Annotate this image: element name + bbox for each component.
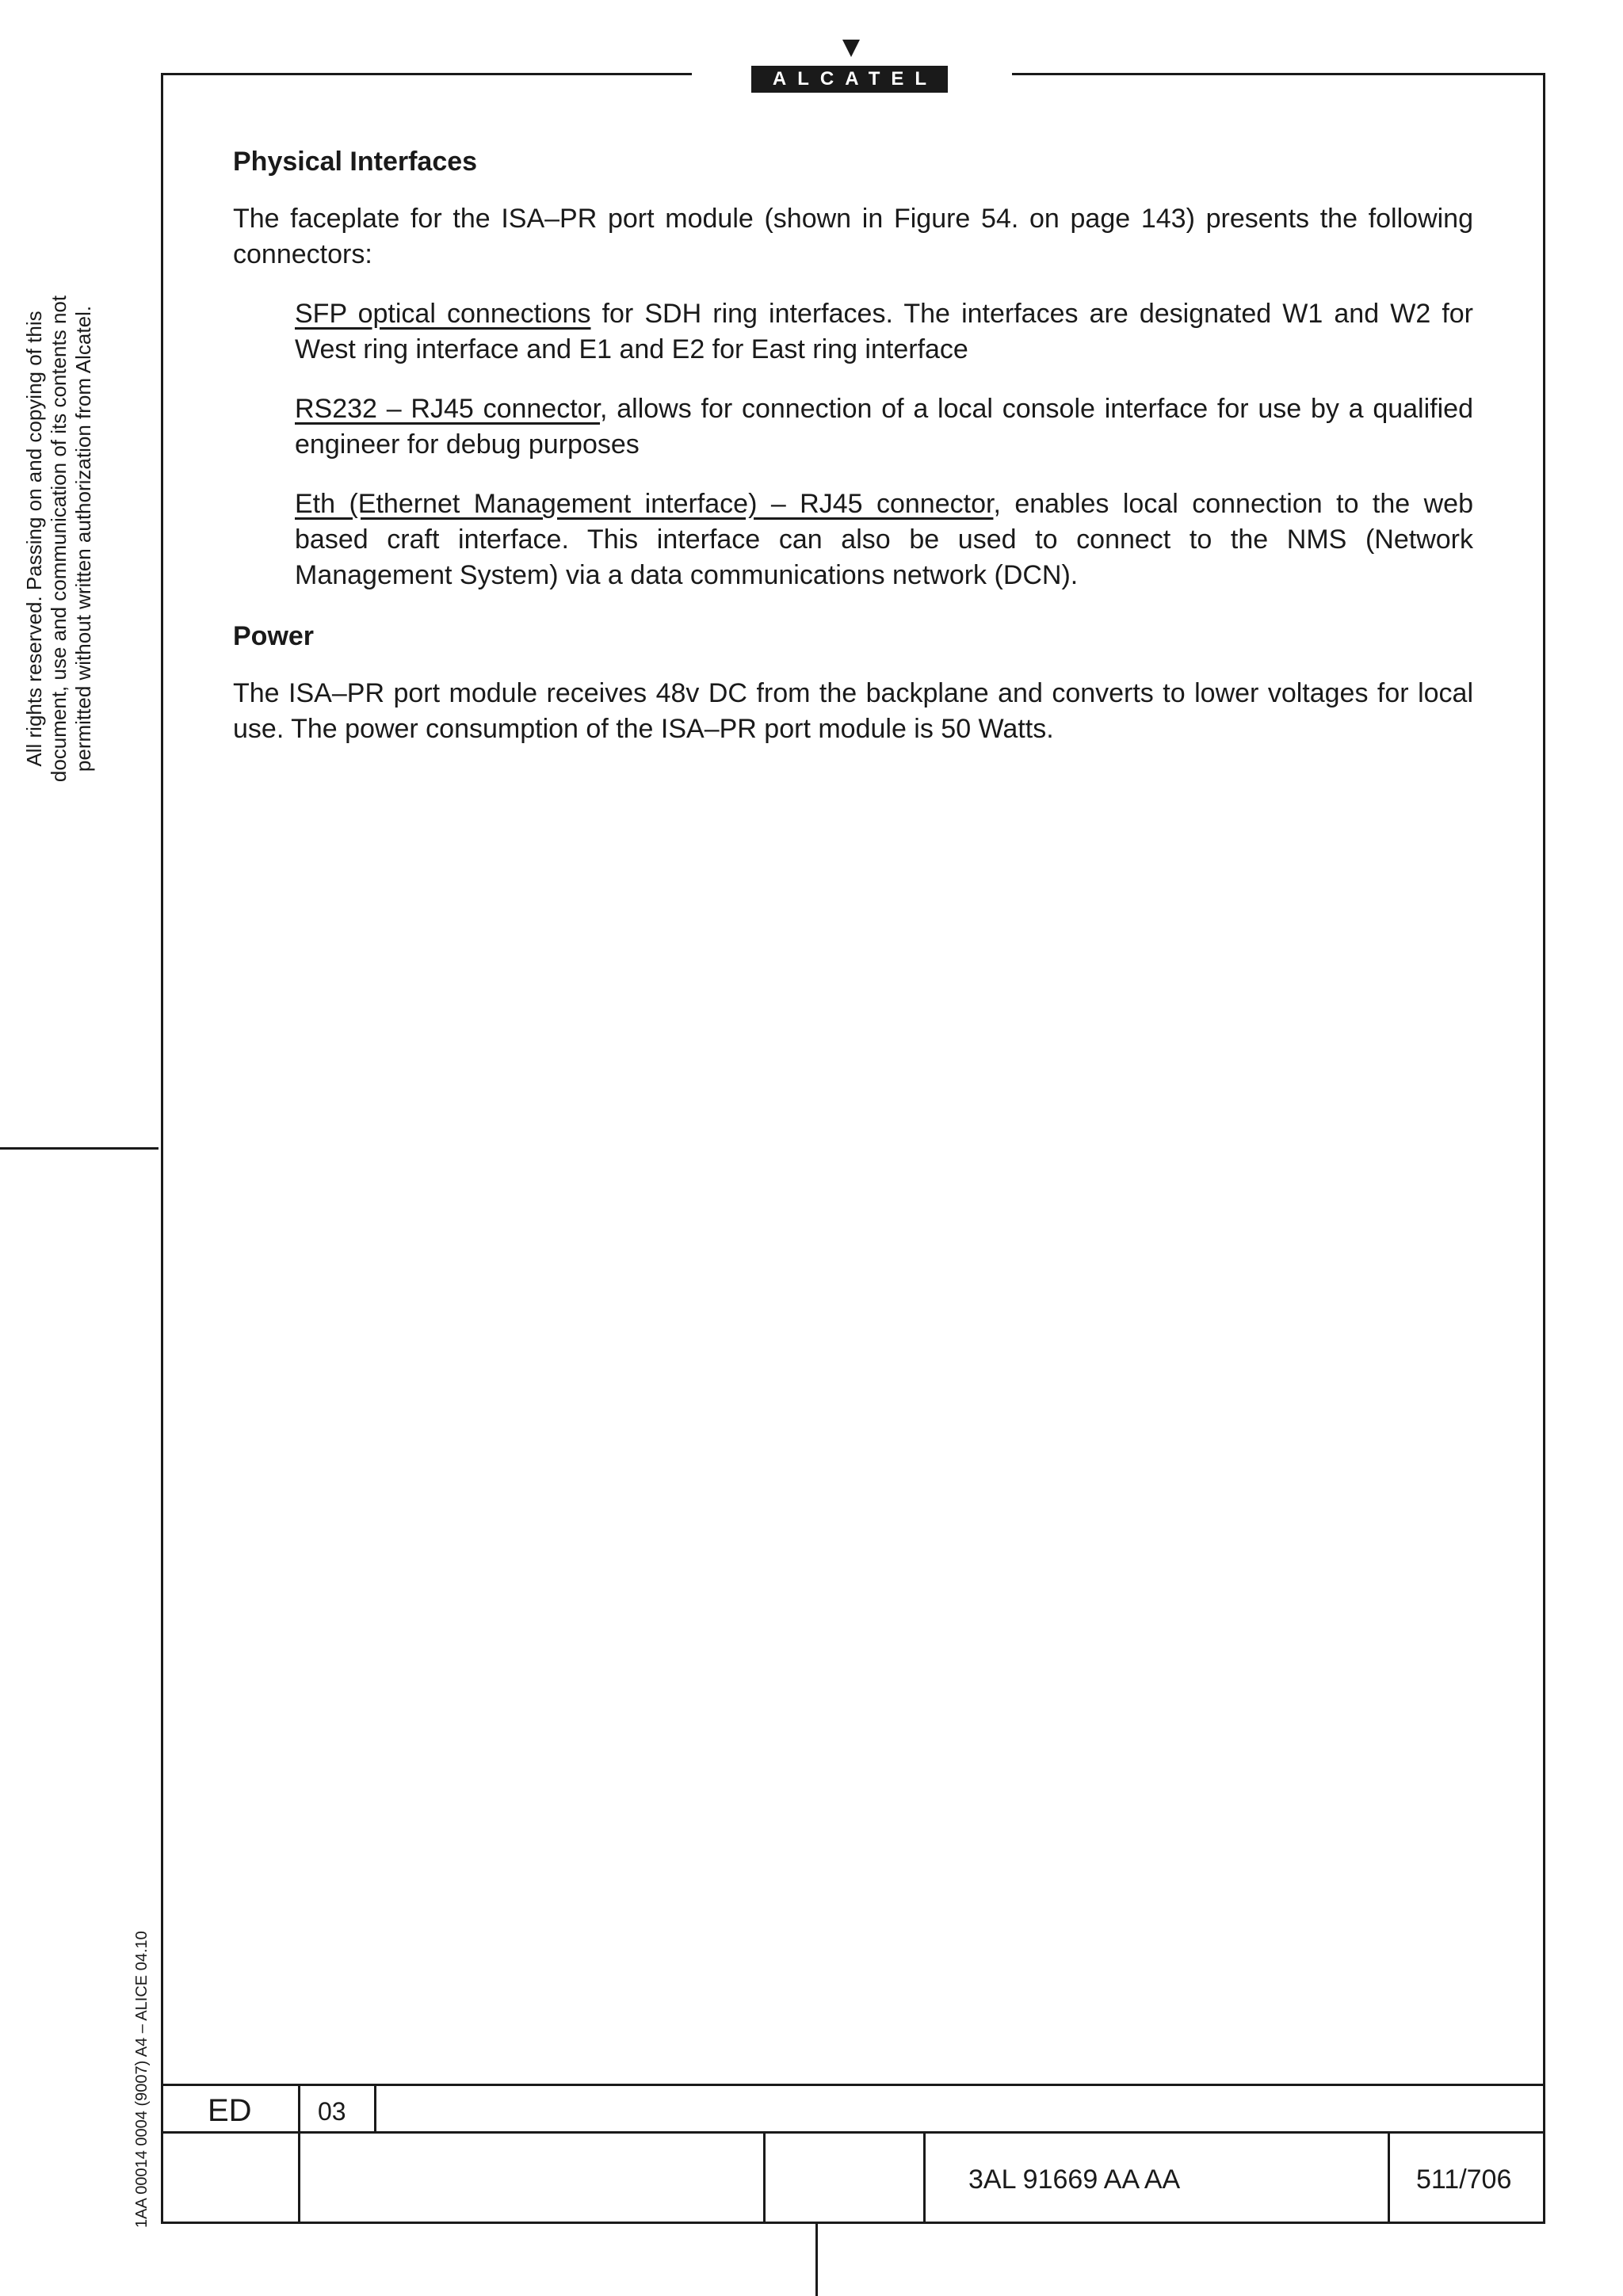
title-block-divider [1388, 2131, 1390, 2224]
document-number: 3AL 91669 AA AA [968, 2164, 1181, 2195]
page-content [233, 144, 1473, 747]
frame-left [161, 73, 163, 2224]
item-text: for SDH ring interfaces. The interfaces are designated W1 and W2 for West ring interface and E1 and E2 for East ring interface [295, 299, 1474, 364]
item-text: , enables local connection to the web based craft interface. This interface can also be used to connect to the NMS (Network Management System) via a data communications network (DCN). [295, 489, 1473, 590]
title-block-bottom [161, 2222, 1545, 2224]
item-term: Eth (Ethernet Management interface) – RJ45 connector [295, 489, 994, 519]
logo-triangle-icon [842, 40, 860, 57]
title-block-divider [763, 2131, 766, 2224]
title-block-divider [298, 2084, 300, 2224]
title-block-divider [374, 2084, 376, 2133]
logo-wordmark: ALCATEL [751, 66, 948, 93]
frame-right [1543, 73, 1545, 2224]
frame-top-left [161, 73, 692, 75]
title-block-divider [923, 2131, 926, 2224]
title-block-tail [815, 2222, 818, 2296]
edition-value: 03 [318, 2097, 346, 2126]
title-block-mid [161, 2131, 1545, 2134]
list-item [295, 486, 1473, 593]
intro-paragraph: The faceplate for the ISA–PR port module (shown in Figure 54. on page 143) presents the following connectors: [233, 204, 1473, 269]
rights-notice: All rights reserved. Passing on and copying of this document, use and communication of its contents not permitted without written authorization from Alcatel. [22, 295, 95, 783]
list-item [295, 391, 1473, 463]
alcatel-logo [751, 40, 948, 95]
list-item [295, 296, 1473, 368]
section-title-power: Power [233, 621, 315, 651]
item-term: RS232 – RJ45 connector [295, 394, 601, 424]
section-title-physical-interfaces: Physical Interfaces [233, 147, 478, 177]
power-paragraph: The ISA–PR port module receives 48v DC from the backplane and converts to lower voltages for local use. The power consumption of the ISA–PR port module is 50 Watts. [233, 678, 1473, 744]
form-code: 1AA 00014 0004 (9007) A4 – ALICE 04.10 [133, 1931, 151, 2228]
page-number: 511/706 [1416, 2164, 1512, 2195]
edition-label: ED [208, 2093, 252, 2128]
title-block-top [161, 2084, 1545, 2086]
item-text: , allows for connection of a local console interface for use by a qualified engineer for debug purposes [295, 394, 1473, 460]
frame-top-right [1012, 73, 1545, 75]
margin-fold-mark [0, 1147, 158, 1150]
item-term: SFP optical connections [295, 299, 591, 329]
